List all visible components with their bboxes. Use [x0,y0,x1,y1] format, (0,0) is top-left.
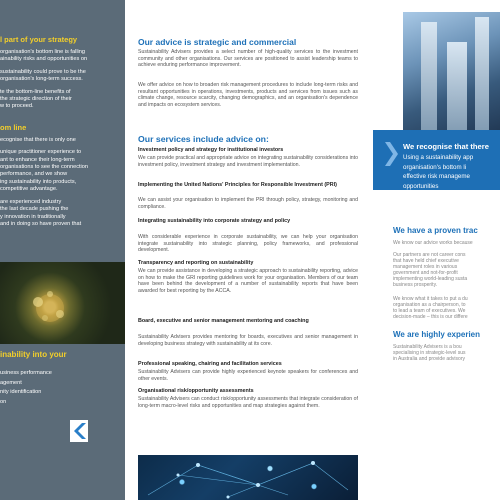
insect-photo-detail [0,262,125,344]
proven-line: We know our advice works because [393,240,473,246]
left-line: and in doing so have proven that [0,220,82,227]
left-para-3 [0,89,125,111]
service-title-7: Organisational risk/opportunity assessments [138,388,254,394]
service-text-7: Sustainability Advisers can conduct risk/opportunity assessments that integrate consideration of long-term macro-level risks and opportunities and map strategies against them. [138,396,358,409]
left-para-4 [0,137,125,144]
left-line: unique practitioner experience to [0,149,82,156]
proven-line: business prosperity. [393,282,438,288]
left-para-2 [0,69,125,84]
left-line: ant to enhance their long-term [0,156,75,163]
left-panel [0,0,125,500]
advice-paragraph-1: Sustainability Advisers provides a select number of high-quality services to the investment community and other organisations. Our services are positioned to assist leadership teams to achieve enduring performance improvement. [138,49,358,68]
left-line: w to proceed. [0,103,34,110]
service-title-3: Integrating sustainability into corporate strategy and policy [138,218,291,224]
proven-line: government and not-for-profit [393,270,458,276]
network-photo [138,455,358,500]
tower-shape [421,22,437,137]
service-text-3: With considerable experience in corporate sustainability, we can help your organisation integrate sustainability into strategic planning, policy frameworks, and professional development. [138,234,358,253]
left-line: ing sustainability into products, [0,178,77,185]
service-text-4: We can provide assistance in developing a strategic approach to sustainability reporting, advice on how to make the GRI reporting guidelines work for your organisation. Members of our team have been behind the development of a number of sustainability reports that have been awarded for best reporting by the ACCA. [138,268,358,294]
chevron-left-icon [72,423,86,439]
service-title-6: Professional speaking, chairing and facilitation services [138,361,282,367]
left-line: ecognise that there is only one [0,136,76,143]
experienced-heading: We are highly experien [393,330,480,339]
left-line: performance, and we show [0,171,68,178]
experienced-line: specialising in strategic-level sus [393,350,466,356]
service-text-2: We can assist your organisation to implement the PRI through policy, strategy, monitoring and compliance. [138,197,358,210]
left-line: sustainability could prove to be the [0,68,86,75]
service-title-1: Investment policy and strategy for institutional investors [138,147,284,153]
banner-line: organisation's bottom li [403,163,467,171]
banner-heading: We recognise that there [403,142,489,151]
left-line: the last decade pushing the [0,206,69,213]
proven-line: that have held chief executive [393,258,459,264]
left-line: organisations to see the connection [0,164,89,171]
left-line: te the bottom-line benefits of [0,88,71,95]
left-line: the strategic direction of their [0,96,72,103]
list-item: on [0,398,7,405]
experienced-line: Sustainability Advisers is a bou [393,344,462,350]
advice-paragraph-2: We offer advice on how to broaden risk management procedures to include long-term risks and resultant opportunities in operations, investments, products and services from issues such as climate change, resource scarcity, changing demographics, and an organisation's dependence and impacts on ecosystem services. [138,82,358,108]
insect-photo [0,262,125,344]
banner-line: effective risk manageme [403,173,470,180]
proven-heading: We have a proven trac [393,226,478,235]
service-text-5: Sustainability Advisers provides mentoring for boards, executives and senior management in developing business strategy with sustainability at its core. [138,334,358,347]
right-panel [373,0,500,500]
left-line: competitive advantage. [0,186,58,193]
service-title-4: Transparency and reporting on sustainability [138,260,254,266]
experienced-line: in Australia and provide advisory [393,356,465,362]
chevron-left-button [70,420,88,442]
recognise-banner [373,130,500,190]
left-title-2: om line [0,122,27,132]
left-line: organisation's long-term success. [0,76,83,83]
chevron-right-icon [383,142,399,166]
banner-line: opportunities [403,182,439,190]
left-bottom-title: inability into your [0,350,67,359]
proven-line: decision-made – this is our differe [393,314,468,320]
advice-heading: Our advice is strategic and commercial [138,37,297,47]
left-bullet-list [0,369,125,407]
middle-panel [138,0,358,500]
left-line: ainability risks and opportunities on [0,56,88,63]
left-para-6 [0,199,125,229]
proven-line: organisation as a chairperson, to [393,302,466,308]
service-text-1: We can provide practical and appropriate advice on integrating sustainability considerations into investment policy, investment strategy and investment implementation. [138,155,358,168]
list-item: nity identification [0,389,42,395]
service-text-6: Sustainability Advisers can provide highly experienced keynote speakers for conferences and other events. [138,369,358,382]
services-heading: Our services include advice on: [138,134,269,144]
proven-line: We know what it takes to put a du [393,296,468,302]
left-line: organisation's bottom line is falling [0,49,86,55]
left-line: are experienced industry [0,198,62,205]
tower-shape [475,17,489,137]
left-para-1 [0,49,125,64]
proven-line: to lead a team of executives. We [393,308,466,314]
left-line: y innovation in traditionally [0,213,66,220]
service-title-2: Implementing the United Nations' Principles for Responsible Investment (PRI) [138,182,337,188]
tower-shape [447,42,467,137]
proven-line: management roles in various [393,264,458,270]
list-item: usiness performance [0,370,52,376]
left-title-1: l part of your strategy [0,35,78,44]
network-photo-lines [138,455,358,500]
banner-text [403,153,473,191]
proven-line: implementing world-leading susta [393,276,468,282]
skyscraper-photo [403,12,500,137]
banner-line: Using a sustainability app [403,154,474,161]
left-bottom-block [0,350,125,407]
left-para-5 [0,149,125,193]
list-item: agement [0,379,22,386]
proven-line: Our partners are not career cons [393,252,466,258]
service-title-5: Board, executive and senior management mentoring and coaching [138,318,309,324]
